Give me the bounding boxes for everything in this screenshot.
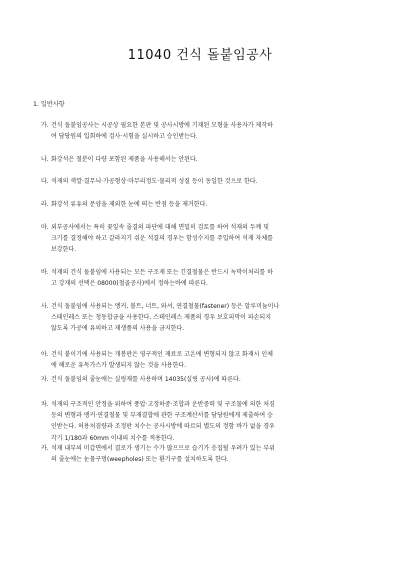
section-heading: 1. 일반사항	[33, 101, 65, 108]
list-item	[41, 443, 376, 465]
item-label: 라.	[41, 201, 49, 208]
item-text	[51, 120, 376, 142]
item-text	[51, 301, 376, 335]
item-label: 자.	[41, 376, 49, 383]
page-title: 11040 건식 돌붙임공사	[127, 48, 273, 63]
list-item	[41, 374, 376, 385]
item-text	[51, 399, 376, 444]
item-text-line: 외부공사에서는 특히 꽃잎속 줄결의 파단에 대해 면밀히 검토를 하여 석재의 두께 및	[51, 224, 270, 231]
item-label: 다.	[41, 178, 49, 185]
item-text-line: 각기 1/180과 60mm 이내의 치수를 적용한다.	[51, 434, 175, 442]
item-text-line: 크기를 결정해야 하고 갈라지기 쉬운 석결의 경우는 함성수지를 주입하여 석재 자체를	[51, 235, 273, 243]
item-text	[51, 443, 376, 465]
item-label: 나.	[41, 156, 49, 163]
item-label: 아.	[41, 351, 49, 358]
item-text-line: 않도록 가공에 유의하고 재생품의 사용을 금지한다.	[51, 325, 185, 333]
list-item	[41, 199, 376, 210]
item-text-line: 스테인레스 또는 청동합금을 사용한다. 스테인레스 제품의 경우 보호피막이 파손되지	[51, 314, 272, 322]
item-text	[51, 222, 376, 256]
list-item	[41, 154, 376, 165]
item-label: 차.	[41, 401, 49, 408]
item-text-line: 건식 붙이기에 사용되는 개봉판은 영구적인 재료로 고온에 변형되지 않고 화재시 인체	[51, 351, 273, 358]
item-label: 바.	[41, 269, 49, 276]
item-text-line: 여 담당원의 입회하에 검사·시험을 실시하고 승인받는다.	[51, 133, 198, 141]
item-text-line: 화강석은 철분이 다량 포함된 제품을 사용해서는 안된다.	[51, 156, 198, 163]
list-item	[41, 176, 376, 187]
item-text-line: 인받는다. 허용처짐량과 조정판 치수는 공사시방에 따르되 별도의 정함 바가 없을 경우	[51, 423, 275, 431]
item-text-line: 화강석 류유의 문양을 제외한 눈에 띄는 반점 등을 제거한다.	[51, 201, 208, 208]
list-item	[41, 222, 376, 256]
item-text-line: 석재 내부의 미갑면에서 결로가 생기는 수가 많으므로 습기가 응집될 우려가 있는 부위	[51, 445, 275, 452]
item-text-line: 건식 돌붙임의 줄눈에는 실링재를 사용하며 14035(실링 공사)에 따른다.	[51, 376, 241, 383]
item-text-line: 고 강재의 선택은 08000(철골공사)에서 정하는바에 따른다.	[51, 280, 208, 288]
item-text-line: 석재의 색깔·결무늬·가공형상·마무리정도·물리적 성질 등이 동일한 것으로 한다.	[51, 178, 258, 185]
list-item	[41, 349, 376, 371]
list-item	[41, 399, 376, 444]
item-text-line: 의 줄눈에는 눈물구멍(weepholes) 또는 환기구를 설치하도록 한다.	[51, 456, 229, 464]
item-text-line: 건식 돌붙임에 사용되는 앵커, 볼트, 너트, 와셔, 연결철물(fastener) 등은 알루미늄이나	[51, 303, 280, 310]
item-text	[51, 374, 376, 385]
item-text-line: 석재의 건식 돌붙임에 사용되는 모든 구조재 또는 긴결철물은 반드시 녹막이처리를 하	[51, 269, 273, 276]
item-text-line: 석재의 구조적인 안정을 위하여 풍압·고정하중·조합과 운반중력 및 구조물에 의한 처짐	[51, 401, 275, 408]
item-text	[51, 267, 376, 289]
item-text	[51, 154, 376, 165]
item-text-line: 에 해로운 유독가스가 발생되지 않는 것을 사용한다.	[51, 362, 187, 370]
list-item	[41, 267, 376, 289]
item-label: 가.	[41, 122, 49, 129]
item-text	[51, 199, 376, 210]
item-text	[51, 349, 376, 371]
item-text-line: 보강한다.	[51, 246, 77, 254]
list-item	[41, 301, 376, 335]
item-label: 카.	[41, 445, 49, 452]
item-label: 마.	[41, 224, 49, 231]
item-label: 사.	[41, 303, 49, 310]
item-text-line: 건식 돌붙임공사는 시공상 필요한 본판 및 공사시방에 기재된 모형을 사용자가 제작하	[51, 122, 273, 129]
item-text-line: 등의 변형과 앵커·연결철물 및 부재결합에 관한 구조계산서를 담당원에게 제출하여 승	[51, 412, 273, 420]
item-text	[51, 176, 376, 187]
list-item	[41, 120, 376, 142]
